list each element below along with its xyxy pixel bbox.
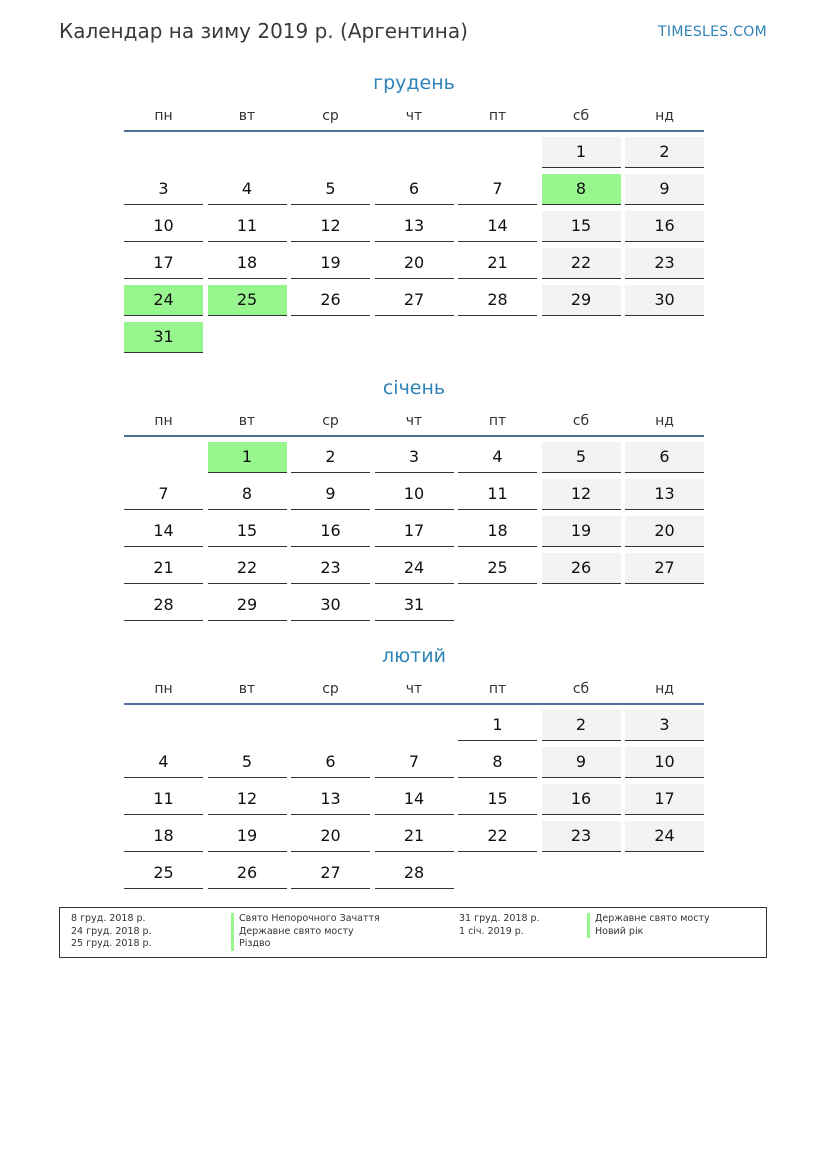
day-cell: 9 — [625, 174, 704, 205]
empty-cell — [291, 137, 370, 167]
day-cell: 29 — [542, 285, 621, 316]
legend-date: 24 груд. 2018 р. — [71, 925, 152, 937]
day-cell: 14 — [458, 211, 537, 242]
day-cell: 7 — [458, 174, 537, 205]
holiday-day-cell: 31 — [124, 322, 203, 353]
day-cell: 21 — [124, 553, 203, 584]
day-cell: 12 — [208, 784, 287, 815]
day-cell: 27 — [291, 858, 370, 889]
day-cell: 14 — [375, 784, 454, 815]
holiday-day-cell: 25 — [208, 285, 287, 316]
weekday-label: сб — [572, 681, 590, 697]
day-cell: 19 — [542, 516, 621, 547]
day-cell: 17 — [124, 248, 203, 279]
day-cell: 1 — [542, 137, 621, 168]
day-cell: 5 — [291, 174, 370, 205]
day-cell: 12 — [542, 479, 621, 510]
day-cell: 23 — [542, 821, 621, 852]
day-cell: 28 — [124, 590, 203, 621]
month-december — [124, 69, 704, 359]
month-name: лютий — [382, 645, 446, 667]
day-cell: 24 — [375, 553, 454, 584]
day-grid — [124, 442, 704, 627]
weekday-label: чт — [405, 681, 423, 697]
legend-date: 8 груд. 2018 р. — [71, 913, 146, 924]
day-cell: 27 — [625, 553, 704, 584]
day-cell: 11 — [124, 784, 203, 815]
day-cell: 20 — [375, 248, 454, 279]
holiday-legend — [59, 907, 767, 958]
day-cell: 28 — [375, 858, 454, 889]
day-cell: 14 — [124, 516, 203, 547]
weekday-header — [124, 103, 704, 132]
day-cell: 7 — [375, 747, 454, 778]
day-cell: 26 — [208, 858, 287, 889]
legend-date: 1 січ. 2019 р. — [459, 925, 524, 937]
day-cell: 31 — [375, 590, 454, 621]
holiday-day-cell: 1 — [208, 442, 287, 473]
weekday-label: чт — [405, 413, 423, 429]
day-cell: 13 — [375, 211, 454, 242]
weekday-label: пн — [154, 681, 173, 697]
day-cell: 22 — [458, 821, 537, 852]
day-cell: 27 — [375, 285, 454, 316]
weekday-header — [124, 408, 704, 437]
empty-cell — [124, 442, 203, 472]
day-cell: 17 — [375, 516, 454, 547]
day-cell: 10 — [375, 479, 454, 510]
weekday-label: пт — [488, 681, 507, 697]
legend-left-names — [231, 913, 380, 951]
weekday-label: ср — [322, 681, 339, 697]
legend-holiday-name: Державне свято мосту — [587, 913, 710, 926]
day-cell: 3 — [124, 174, 203, 205]
empty-cell — [208, 137, 287, 167]
legend-right-names — [587, 913, 710, 938]
day-cell: 15 — [208, 516, 287, 547]
day-cell: 29 — [208, 590, 287, 621]
holiday-day-cell: 24 — [124, 285, 203, 316]
legend-holiday-name: Новий рік — [587, 926, 710, 939]
day-cell: 15 — [542, 211, 621, 242]
brand-link[interactable]: TIMESLES.COM — [658, 24, 767, 40]
day-cell: 4 — [458, 442, 537, 473]
empty-cell — [124, 137, 203, 167]
legend-left-dates — [71, 913, 152, 951]
day-cell: 17 — [625, 784, 704, 815]
empty-cell — [208, 710, 287, 740]
day-cell: 1 — [458, 710, 537, 741]
day-cell: 21 — [458, 248, 537, 279]
weekday-label: вт — [238, 413, 256, 429]
empty-cell — [375, 137, 454, 167]
day-cell: 4 — [208, 174, 287, 205]
day-cell: 20 — [625, 516, 704, 547]
month-february — [124, 642, 704, 895]
day-cell: 5 — [542, 442, 621, 473]
weekday-label: пт — [488, 413, 507, 429]
day-cell: 9 — [291, 479, 370, 510]
day-cell: 11 — [458, 479, 537, 510]
day-cell: 30 — [291, 590, 370, 621]
day-cell: 11 — [208, 211, 287, 242]
day-cell: 16 — [625, 211, 704, 242]
day-cell: 26 — [542, 553, 621, 584]
day-cell: 24 — [625, 821, 704, 852]
day-cell: 3 — [625, 710, 704, 741]
day-cell: 13 — [291, 784, 370, 815]
legend-holiday-name: Різдво — [231, 938, 380, 951]
day-cell: 13 — [625, 479, 704, 510]
day-cell: 18 — [124, 821, 203, 852]
weekday-label: ср — [322, 413, 339, 429]
day-cell: 22 — [208, 553, 287, 584]
day-cell: 25 — [458, 553, 537, 584]
day-cell: 28 — [458, 285, 537, 316]
day-cell: 6 — [625, 442, 704, 473]
day-cell: 18 — [208, 248, 287, 279]
empty-cell — [291, 710, 370, 740]
day-cell: 4 — [124, 747, 203, 778]
empty-cell — [375, 710, 454, 740]
month-name: грудень — [373, 72, 455, 94]
day-cell: 19 — [291, 248, 370, 279]
day-cell: 25 — [124, 858, 203, 889]
legend-date: 25 груд. 2018 р. — [71, 938, 152, 949]
weekday-label: нд — [655, 681, 674, 697]
day-cell: 3 — [375, 442, 454, 473]
day-cell: 16 — [542, 784, 621, 815]
day-cell: 22 — [542, 248, 621, 279]
day-grid — [124, 710, 704, 895]
day-cell: 6 — [375, 174, 454, 205]
day-cell: 20 — [291, 821, 370, 852]
day-cell: 16 — [291, 516, 370, 547]
legend-date: 31 груд. 2018 р. — [459, 913, 540, 924]
weekday-label: ср — [322, 108, 339, 124]
day-cell: 8 — [458, 747, 537, 778]
weekday-label: вт — [238, 108, 256, 124]
day-cell: 19 — [208, 821, 287, 852]
day-cell: 23 — [625, 248, 704, 279]
weekday-label: пн — [154, 413, 173, 429]
legend-right-dates — [459, 913, 540, 938]
day-grid — [124, 137, 704, 359]
day-cell: 2 — [625, 137, 704, 168]
weekday-label: сб — [572, 108, 590, 124]
holiday-day-cell: 8 — [542, 174, 621, 205]
day-cell: 23 — [291, 553, 370, 584]
day-cell: 2 — [542, 710, 621, 741]
day-cell: 5 — [208, 747, 287, 778]
day-cell: 30 — [625, 285, 704, 316]
day-cell: 10 — [625, 747, 704, 778]
weekday-label: нд — [655, 108, 674, 124]
legend-holiday-name: Державне свято мосту — [231, 926, 380, 939]
weekday-label: чт — [405, 108, 423, 124]
day-cell: 15 — [458, 784, 537, 815]
weekday-label: вт — [238, 681, 256, 697]
empty-cell — [124, 710, 203, 740]
legend-holiday-name: Свято Непорочного Зачаття — [231, 913, 380, 926]
day-cell: 12 — [291, 211, 370, 242]
day-cell: 26 — [291, 285, 370, 316]
weekday-label: пн — [154, 108, 173, 124]
weekday-label: сб — [572, 413, 590, 429]
day-cell: 21 — [375, 821, 454, 852]
day-cell: 10 — [124, 211, 203, 242]
day-cell: 9 — [542, 747, 621, 778]
day-cell: 6 — [291, 747, 370, 778]
day-cell: 8 — [208, 479, 287, 510]
empty-cell — [458, 137, 537, 167]
page-title: Календар на зиму 2019 р. (Аргентина) — [59, 19, 468, 43]
weekday-header — [124, 676, 704, 705]
weekday-label: нд — [655, 413, 674, 429]
day-cell: 2 — [291, 442, 370, 473]
day-cell: 7 — [124, 479, 203, 510]
weekday-label: пт — [488, 108, 507, 124]
day-cell: 18 — [458, 516, 537, 547]
month-name: січень — [382, 377, 446, 399]
month-january — [124, 374, 704, 627]
